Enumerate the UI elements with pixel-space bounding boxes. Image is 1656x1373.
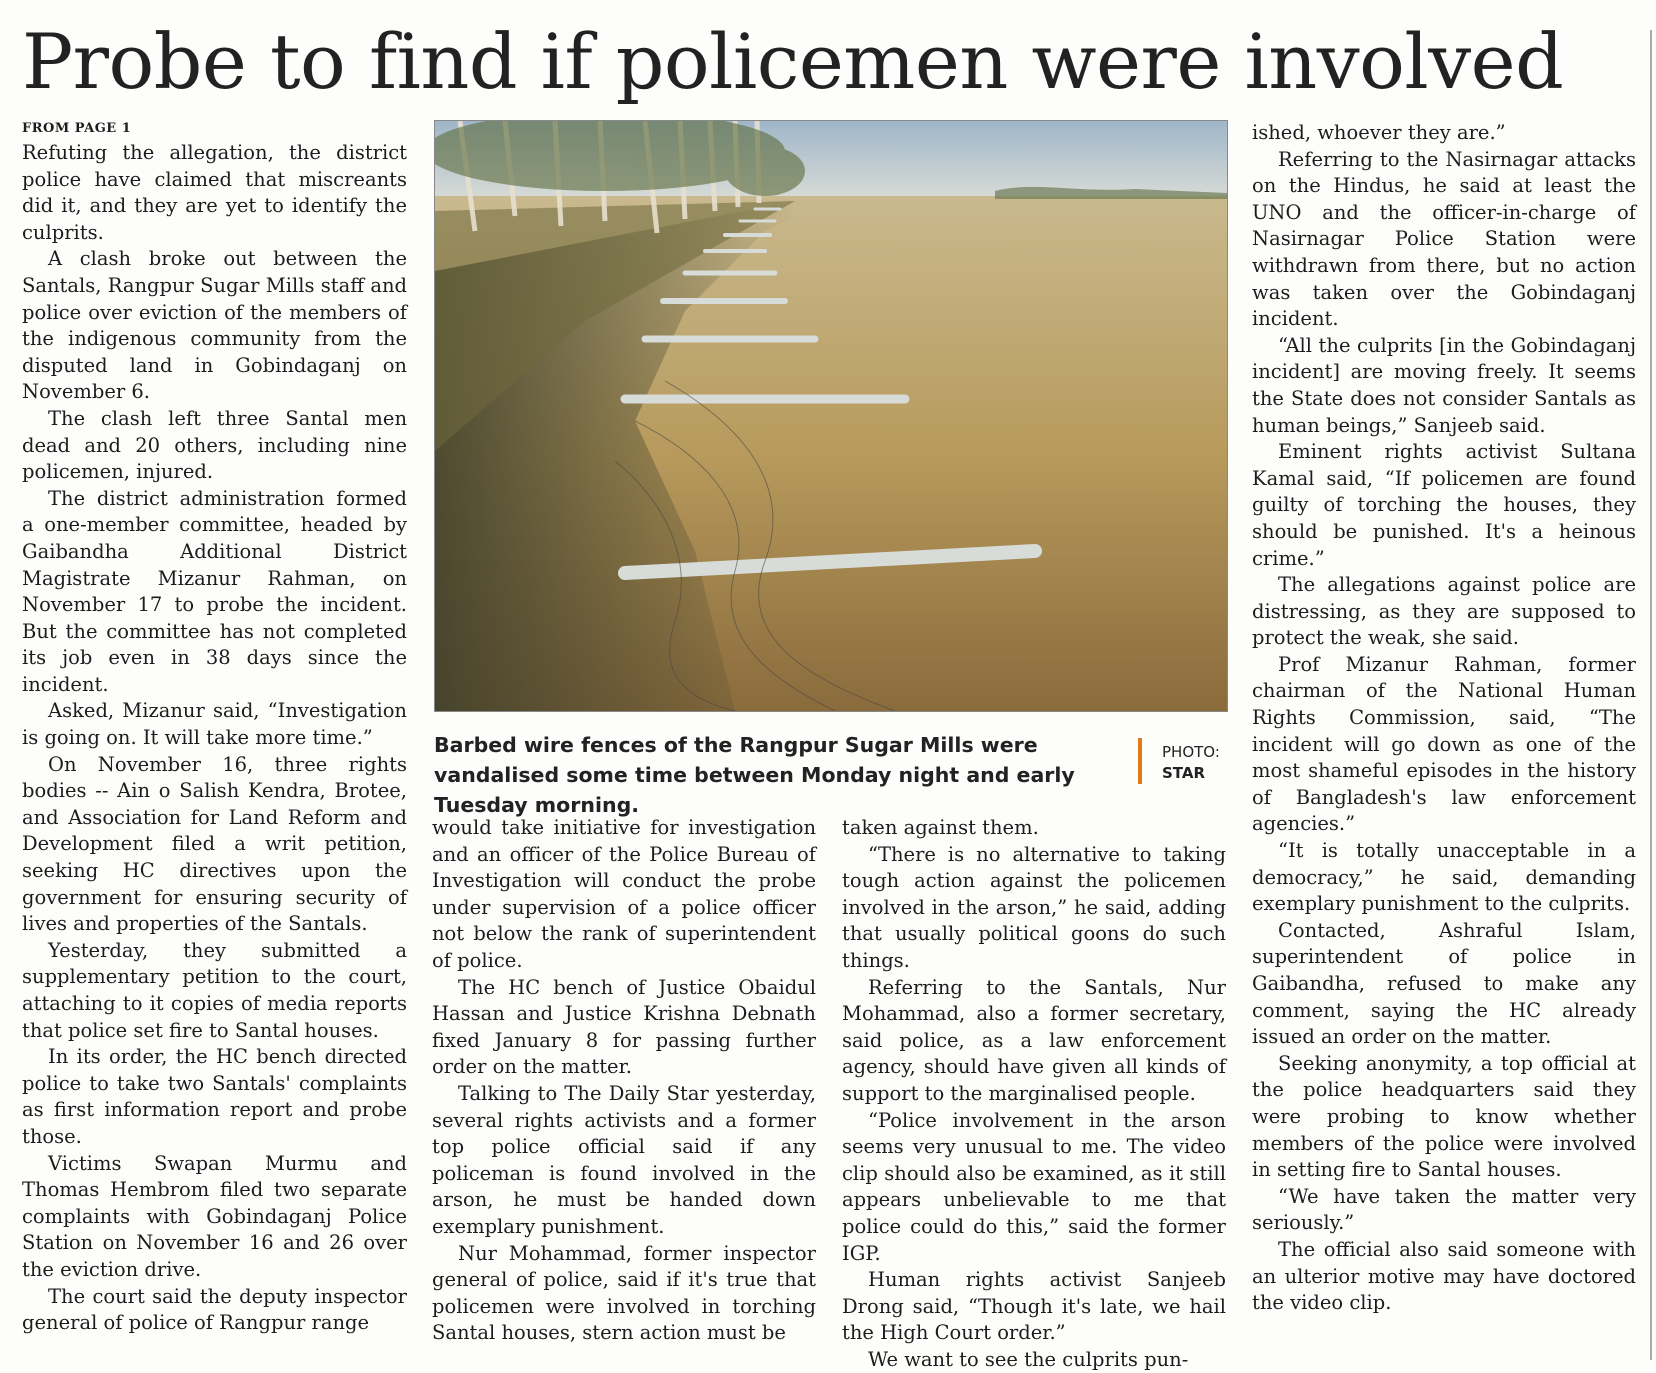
paragraph: Referring to the Nasirnagar attacks on the Hindus, he said at least the UNO and the officer-in-charge of Nasirnagar Police Station were withdrawn from there, but no action was taken over the Gobindaganj incident.: [1252, 147, 1636, 331]
paragraph: The court said the deputy inspector general of police of Rangpur range: [22, 1284, 407, 1335]
paragraph: On November 16, three rights bodies -- Ain o Salish Kendra, Brotee, and Association for Land Reform and Development filed a writ petition, seeking HC directives upon the government for ensuring security of lives and properties of the Santals.: [22, 752, 407, 936]
paragraph: “There is no alternative to taking tough action against the policemen involved in the arson,” he said, adding that usually political goons do such things.: [842, 842, 1226, 972]
paragraph: Yesterday, they submitted a supplementary petition to the court, attaching to it copies of media reports that police set fire to Santal houses.: [22, 938, 407, 1042]
paragraph: The official also said someone with an ulterior motive may have doctored the video clip.: [1252, 1237, 1636, 1315]
headline: Probe to find if policemen were involved: [22, 17, 1564, 106]
paragraph: Eminent rights activist Sultana Kamal said, “If policemen are found guilty of torching the houses, they should be punished. It's a heinous crime.”: [1252, 440, 1636, 570]
paragraph: The clash left three Santal men dead and 20 others, including nine policemen, injured.: [22, 406, 407, 484]
paragraph: “It is totally unacceptable in a democracy,” he said, demanding exemplary punishment to the culprits.: [1252, 839, 1636, 916]
photo-caption: Barbed wire fences of the Rangpur Sugar Mills were vandalised some time between Monday night and early Tuesday morning.: [434, 733, 1075, 817]
article-column-1: [22, 120, 407, 1337]
paragraph: Seeking anonymity, a top official at the police headquarters said they were probing to know whether members of the police were involved in setting fire to Santal houses.: [1252, 1051, 1636, 1182]
paragraph: Talking to The Daily Star yesterday, several rights activists and a former top police official said if any policeman is found involved in the arson, he must be handed down exemplary punishment.: [432, 1081, 816, 1238]
news-photo: [434, 120, 1228, 712]
paragraph: Contacted, Ashraful Islam, superintendent of police in Gaibandha, refused to make any comment, saying the HC already issued an order on the matter.: [1252, 918, 1636, 1049]
paragraph: Refuting the allegation, the district police have claimed that miscreants did it, and they are yet to identify the culprits.: [22, 141, 407, 244]
paragraph: Human rights activist Sanjeeb Drong said, “Though it's late, we hail the High Court order.”: [842, 1268, 1226, 1345]
paragraph: The HC bench of Justice Obaidul Hassan and Justice Krishna Debnath fixed January 8 for passing further order on the matter.: [432, 975, 816, 1079]
column-rule: [1650, 30, 1652, 1360]
credit-label: PHOTO:: [1162, 743, 1220, 761]
paragraph: would take initiative for investigation and an officer of the Police Bureau of Investigation will conduct the probe under supervision of a police officer not below the rank of superintendent of police.: [432, 816, 816, 972]
paragraph: “We have taken the matter very seriously.”: [1252, 1184, 1636, 1235]
paragraph: Victims Swapan Murmu and Thomas Hembrom filed two separate complaints with Gobindaganj Police Station on November 16 and 26 over the eviction drive.: [22, 1151, 407, 1281]
article-column-3: [842, 815, 1226, 1373]
credit-source: STAR: [1162, 764, 1206, 782]
paragraph: “All the culprits [in the Gobindaganj incident] are moving freely. It seems the State does not consider Santals as human beings,” Sanjeeb said.: [1252, 333, 1636, 437]
paragraph: A clash broke out between the Santals, Rangpur Sugar Mills staff and police over eviction of the members of the indigenous community from the disputed land in Gobindaganj on November 6.: [22, 247, 407, 404]
photo-credit: [1162, 742, 1242, 784]
credit-divider: [1138, 738, 1142, 784]
paragraph: We want to see the culprits pun-: [868, 1347, 1189, 1371]
paragraph: taken against them.: [842, 816, 1039, 839]
paragraph: The district administration formed a one-member committee, headed by Gaibandha Additional District Magistrate Mizanur Rahman, on November 17 to probe the incident. But the committee has not completed its job even in 38 days since the incident.: [22, 486, 407, 696]
paragraph: Referring to the Santals, Nur Mohammad, also a former secretary, said police, as a law enforcement agency, should have given all kinds of support to the marginalised people.: [842, 975, 1226, 1105]
field-fence-image: [435, 121, 1227, 711]
paragraph: In its order, the HC bench directed police to take two Santals' complaints as first information report and probe those.: [22, 1045, 407, 1148]
paragraph: “Police involvement in the arson seems very unusual to me. The video clip should also be examined, as it still appears unbelievable to me that police could do this,” said the former IGP.: [842, 1108, 1226, 1265]
paragraph: Asked, Mizanur said, “Investigation is going on. It will take more time.”: [22, 699, 407, 750]
paragraph: The allegations against police are distressing, as they are supposed to protect the weak, she said.: [1252, 573, 1636, 650]
article-column-2: [432, 815, 816, 1347]
paragraph: ished, whoever they are.”: [1252, 121, 1506, 144]
paragraph: Nur Mohammad, former inspector general of police, said if it's true that policemen were involved in torching Santal houses, stern action must be: [432, 1241, 816, 1345]
kicker: FROM PAGE 1: [22, 121, 132, 136]
article-column-4: [1252, 120, 1636, 1317]
paragraph: Prof Mizanur Rahman, former chairman of the National Human Rights Commission, said, “The incident will go down as one of the most shameful episodes in the history of Bangladesh's law enforcement agencies.”: [1252, 652, 1636, 836]
